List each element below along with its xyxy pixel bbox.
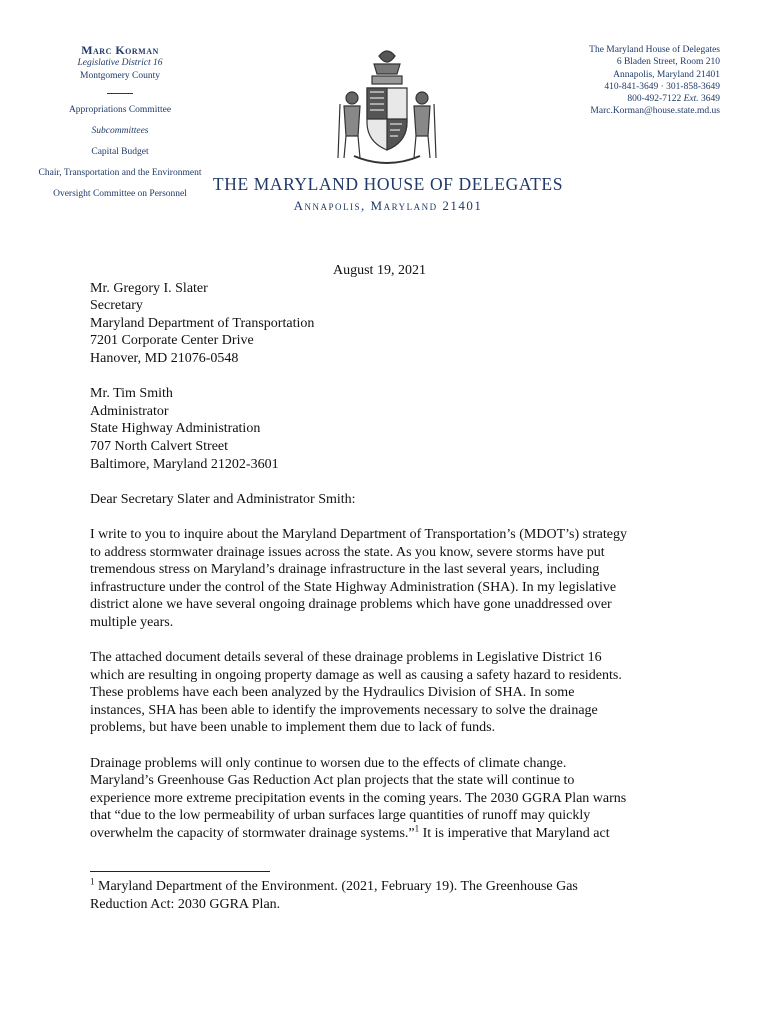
toll-free-phone [530,93,720,105]
paragraph-line: which are resulting in ongoing property damage as well as causing a safety hazard to residents. [90,667,622,683]
paragraph-3 [90,755,690,843]
recipient-2-line: Administrator [90,403,169,419]
paragraph-line: These problems have each been analyzed by the Hydraulics Division of SHA. In some [90,685,575,701]
footnote [90,878,690,913]
letterhead-title: THE MARYLAND HOUSE OF DELEGATES [212,174,564,194]
recipient-1-line: Maryland Department of Transportation [90,315,315,331]
footnote-line-2: Reduction Act: 2030 GGRA Plan. [90,896,281,912]
letterhead-right [530,44,720,118]
paragraph-line: experience more extreme precipitation events in the coming years. The 2030 GGRA Plan warns [90,790,627,806]
delegate-name: Marc Korman [81,43,159,57]
letter-date: August 19, 2021 [333,263,426,278]
house-name: The Maryland House of Delegates [589,45,720,55]
paragraph-line: district alone we have several ongoing drainage problems which have gone unaddressed over [90,597,612,613]
maryland-seal-icon [334,46,440,172]
recipient-2-line: State Highway Administration [90,421,261,437]
recipient-1-line: Secretary [90,298,143,314]
footnote-divider [90,871,270,872]
paragraph-continuation: It is imperative that Maryland act [419,826,610,841]
quote-end: overwhelm the capacity of stormwater drainage systems.” [90,826,415,841]
salutation: Dear Secretary Slater and Administrator Smith: [90,491,356,507]
district: Legislative District 16 [77,58,163,68]
recipient-2-line: 707 North Calvert Street [90,438,229,454]
recipient-2 [90,385,690,473]
paragraph-line: Drainage problems will only continue to worsen due to the effects of climate change. [90,755,567,771]
recipient-1-line: 7201 Corporate Center Drive [90,333,254,349]
ext-number: 3649 [698,94,720,105]
paragraph-line: tremendous stress on Maryland’s drainage infrastructure in the last several years, including [90,562,600,578]
footnote-line-1 [90,878,690,896]
committee: Appropriations Committee [68,105,172,115]
paragraph-line: that “due to the low permeability of urban surfaces large quantities of runoff may quickly [90,808,591,824]
footnote-number: 1 [90,876,95,887]
letterhead-subtitle: Annapolis, Maryland 21401 [293,198,483,213]
footnote-ref[interactable]: 1 [414,823,420,834]
paragraph-line: multiple years. [90,614,174,630]
paragraph-1 [90,526,690,632]
paragraph-line: instances, SHA has been able to identify the improvements necessary to solve the drainage [90,702,598,718]
street-address: 6 Bladen Street, Room 210 [616,57,720,68]
subcommittees-label: Subcommittees [91,126,149,136]
city-state: Annapolis, Maryland 21401 [613,69,720,80]
email: Marc.Korman@house.state.md.us [590,106,720,117]
recipient-2-line: Mr. Tim Smith [90,386,173,402]
paragraph-line: infrastructure under the control of the State Highway Administration (SHA). In my legislative [90,579,617,595]
recipient-2-line: Baltimore, Maryland 21202-3601 [90,456,279,472]
subcommittee-oversight: Oversight Committee on Personnel [53,189,187,199]
paragraph-line: Maryland’s Greenhouse Gas Reduction Act plan projects that the state will continue to [90,773,575,789]
letterhead-left [30,44,210,201]
subcommittee-transportation: Chair, Transportation and the Environment [38,168,202,178]
letter-body [90,262,690,843]
ext-label: Ext. [683,94,699,105]
footnote-text: Maryland Department of the Environment. (2021, February 19). The Greenhouse Gas [94,879,578,894]
toll-free-number: 800-492-7122 [627,94,684,105]
recipient-1 [90,280,690,368]
recipient-1-line: Mr. Gregory I. Slater [90,280,208,296]
paragraph-line: to address stormwater drainage issues across the state. As you know, severe storms have put [90,544,605,560]
phone-numbers: 410-841-3649 · 301-858-3649 [604,81,720,92]
paragraph-line: I write to you to inquire about the Maryland Department of Transportation’s (MDOT’s) strategy [90,526,627,542]
county: Montgomery County [80,71,160,81]
paragraph-line: The attached document details several of these drainage problems in Legislative District 16 [90,650,602,666]
recipient-1-line: Hanover, MD 21076-0548 [90,350,239,366]
paragraph-2 [90,649,690,737]
paragraph-line [90,825,690,843]
paragraph-line: problems, but have been unable to implement them due to lack of funds. [90,720,496,736]
letterhead-divider [107,93,133,94]
subcommittee-capital-budget: Capital Budget [91,147,149,157]
